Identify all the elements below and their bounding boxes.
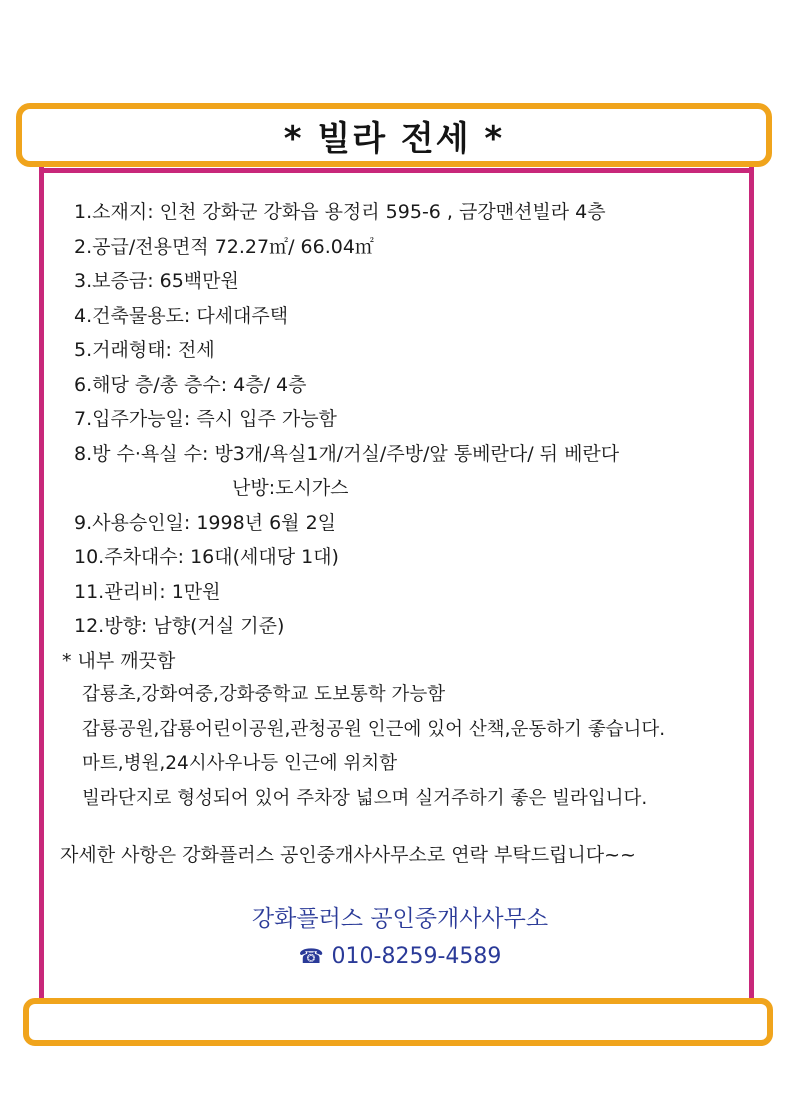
note-line: 갑룡초,강화여중,강화중학교 도보통학 가능함 xyxy=(82,684,446,705)
item-parking: 10.주차대수: 16대(세대당 1대) xyxy=(74,546,339,568)
item-move-in-date: 7.입주가능일: 즉시 입주 가능함 xyxy=(74,408,337,430)
phone-number: 010-8259-4589 xyxy=(331,944,502,969)
phone-line xyxy=(0,944,800,969)
item-maintenance-fee: 11.관리비: 1만원 xyxy=(74,580,221,603)
bottom-banner xyxy=(23,998,773,1046)
title-banner xyxy=(16,103,772,167)
item-location: 1.소재지: 인천 강화군 강화읍 용정리 595-6 , 금강맨션빌라 4층 xyxy=(74,201,606,223)
item-transaction-type: 5.거래형태: 전세 xyxy=(74,339,215,361)
item-direction: 12.방향: 남향(거실 기준) xyxy=(74,615,285,637)
item-heating: 난방:도시가스 xyxy=(232,477,349,499)
listing-items xyxy=(60,195,750,644)
contact-text: 자세한 사항은 강화플러스 공인중개사사무소로 연락 부탁드립니다~~ xyxy=(60,844,636,866)
note-line: 빌라단지로 형성되어 있어 주차장 넓으며 실거주하기 좋은 빌라입니다. xyxy=(82,787,648,809)
item-deposit: 3.보증금: 65백만원 xyxy=(74,270,239,292)
note-line: 마트,병원,24시사우나등 인근에 위치함 xyxy=(82,753,398,774)
item-building-use: 4.건축물용도: 다세대주택 xyxy=(74,304,289,327)
item-rooms: 8.방 수·욕실 수: 방3개/욕실1개/거실/주방/앞 통베란다/ 뒤 베란다 xyxy=(74,442,620,465)
page-title: * 빌라 전세 * xyxy=(283,118,505,159)
notes-heading: * 내부 깨끗함 xyxy=(62,649,176,672)
listing-content xyxy=(60,195,750,873)
item-approval-date: 9.사용승인일: 1998년 6월 2일 xyxy=(74,511,337,534)
note-line: 갑룡공원,갑룡어린이공원,관청공원 인근에 있어 산책,운동하기 좋습니다. xyxy=(82,718,666,740)
item-area: 2.공급/전용면적 72.27㎡/ 66.04㎡ xyxy=(74,235,374,258)
company-name: 강화플러스 공인중개사사무소 xyxy=(251,906,549,932)
telephone-icon: ☎ xyxy=(298,944,324,968)
item-floor: 6.해당 층/총 층수: 4층/ 4층 xyxy=(74,373,307,396)
